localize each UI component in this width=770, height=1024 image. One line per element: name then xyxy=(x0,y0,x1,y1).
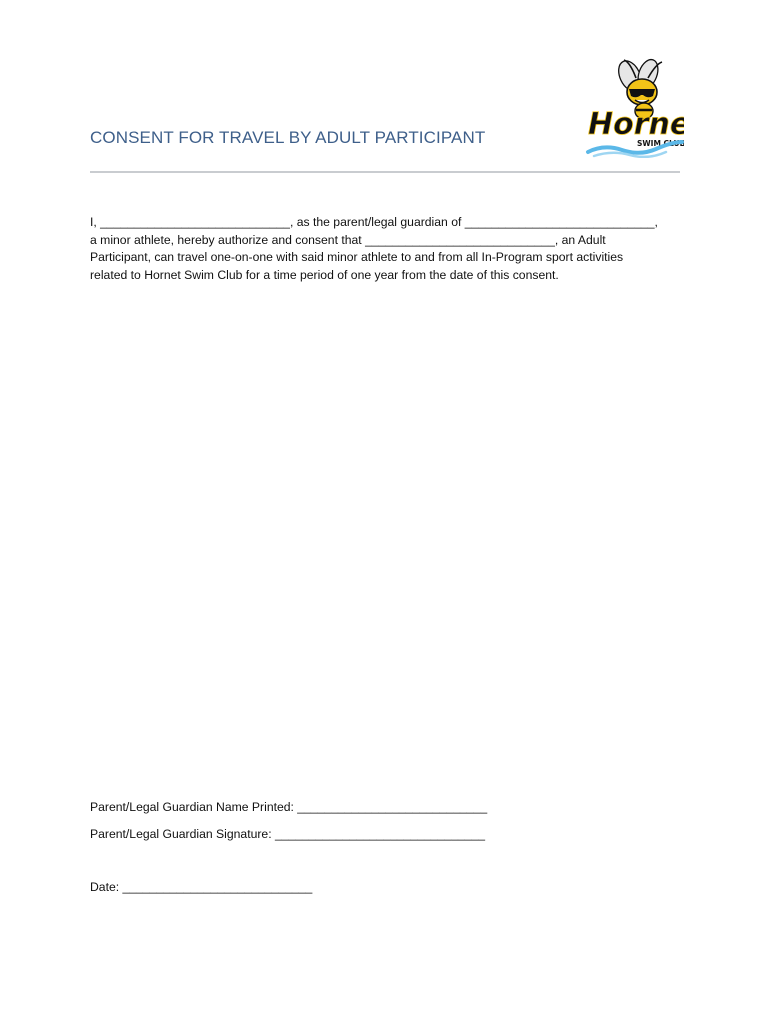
guardian-signature-field[interactable]: Parent/Legal Guardian Signature: _______________________________ xyxy=(90,827,486,841)
hornet-swim-club-logo xyxy=(584,56,684,158)
consent-line: a minor athlete, hereby authorize and consent that ____________________________, an Adult xyxy=(90,232,606,247)
consent-line: I, ____________________________, as the parent/legal guardian of ____________________________, xyxy=(90,215,658,229)
guardian-name-printed-field[interactable]: Parent/Legal Guardian Name Printed: ____________________________ xyxy=(90,800,488,814)
consent-paragraph xyxy=(90,214,686,284)
title-divider xyxy=(90,171,680,173)
logo-subtitle: SWIM CLUB xyxy=(637,139,684,148)
consent-line: Participant, can travel one-on-one with said minor athlete to and from all In-Program sport activities xyxy=(90,250,624,265)
logo-wordmark: Horn xyxy=(588,107,670,142)
hornet-mascot-icon xyxy=(584,56,684,158)
consent-line: related to Hornet Swim Club for a time period of one year from the date of this consent. xyxy=(90,267,559,282)
date-field[interactable]: Date: ____________________________ xyxy=(90,880,313,894)
document-title: CONSENT FOR TRAVEL BY ADULT PARTICIPANT xyxy=(90,128,486,147)
